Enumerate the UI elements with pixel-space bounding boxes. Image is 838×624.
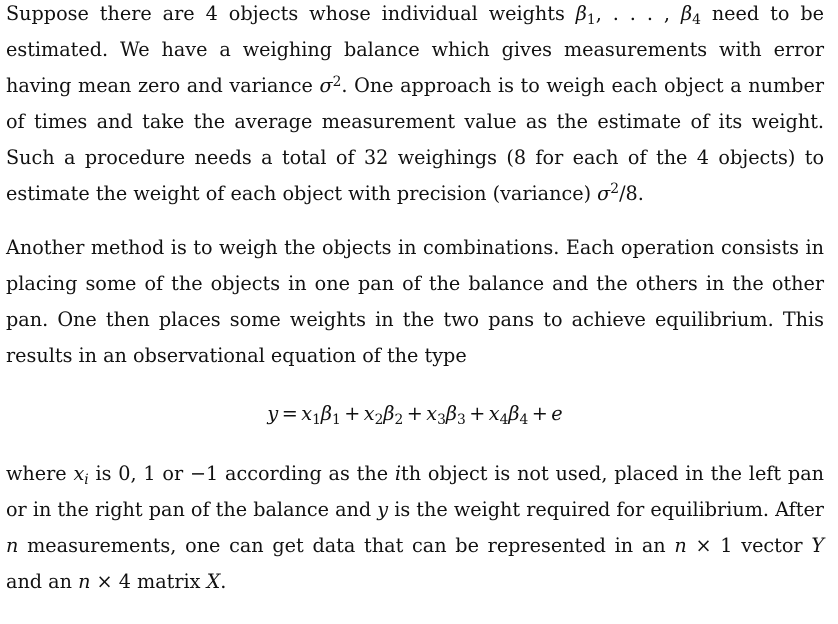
math-operator: + — [531, 402, 548, 425]
text-run: , . . . , — [595, 2, 681, 25]
math-subscript: 1 — [312, 412, 321, 429]
math-symbol: n — [6, 533, 19, 557]
text-run: is the weight required for equilibrium. After — [388, 497, 824, 521]
math-symbol: y — [377, 497, 389, 521]
math-subscript: 3 — [437, 412, 446, 429]
math-symbol: Y — [811, 533, 825, 557]
text-run: th object is not used, placed in the left pan or in the right pan of the balance and — [6, 462, 824, 521]
math-symbol: y — [267, 402, 279, 425]
math-symbol: x — [363, 402, 375, 425]
text-run: is 0, 1 or −1 according as the — [88, 462, 395, 485]
math-subscript: 4 — [692, 12, 701, 29]
math-symbol: β — [445, 402, 457, 425]
math-subscript: 1 — [331, 412, 341, 429]
text-run: where — [6, 462, 74, 485]
math-symbol: σ — [597, 181, 611, 205]
math-operator: + — [406, 402, 423, 425]
paragraph-method — [6, 230, 824, 374]
math-symbol: β — [383, 402, 395, 425]
math-subscript: 2 — [374, 412, 384, 429]
text-run: measurements, one can get data that can be represented in an — [18, 533, 675, 557]
math-subscript: 1 — [586, 12, 596, 29]
math-symbol: x — [488, 402, 500, 425]
math-subscript: i — [84, 472, 89, 489]
text-run: × 1 vector — [686, 533, 812, 557]
math-operator: + — [344, 402, 361, 425]
math-symbol: β — [680, 2, 693, 25]
math-symbol: n — [674, 533, 687, 557]
math-operator: = — [281, 402, 298, 425]
math-symbol: x — [426, 402, 438, 425]
text-run: . — [220, 569, 227, 593]
text-run: need to be estimated. We have a weighing balance which gives measurements with error having mean zero and variance — [6, 2, 824, 97]
math-subscript: 2 — [394, 412, 404, 429]
math-operator: + — [469, 402, 486, 425]
math-superscript: 2 — [332, 73, 342, 90]
text-run: . One approach is to weigh each object a number of times and take the average measurement value as the estimate of its weight. Such a procedure needs a total of 32 weighings (8 for each of the 4 objects) to estimate the weight of each object with precision (variance) — [6, 73, 824, 205]
math-symbol: X — [206, 569, 221, 593]
math-symbol: n — [78, 569, 91, 593]
math-symbol: β — [508, 402, 520, 425]
text-run: Another method is to weigh the objects in combinations. Each operation consists in placing some of the objects in one pan of the balance and the others in the other pan. One then places some weights in the two pans to achieve equilibrium. This results in an observational equation of the type — [6, 236, 824, 367]
math-symbol: β — [320, 402, 332, 425]
text-run: /8. — [619, 181, 644, 205]
math-symbol: i — [394, 462, 402, 485]
math-symbol: x — [73, 462, 85, 485]
math-symbol: σ — [319, 73, 333, 97]
math-symbol: x — [301, 402, 313, 425]
math-subscript: 4 — [519, 412, 529, 429]
math-subscript: 4 — [499, 412, 509, 429]
math-symbol: e — [551, 402, 563, 425]
math-superscript: 2 — [610, 181, 620, 198]
paragraph-intro — [6, 0, 824, 211]
paragraph-explanation — [6, 456, 824, 600]
text-run: × 4 matrix — [90, 569, 207, 593]
observational-equation — [6, 396, 824, 432]
text-run: and an — [6, 569, 79, 593]
math-subscript: 3 — [456, 412, 466, 429]
text-run: Suppose there are 4 objects whose individual weights — [6, 2, 576, 25]
math-symbol: β — [575, 2, 587, 25]
